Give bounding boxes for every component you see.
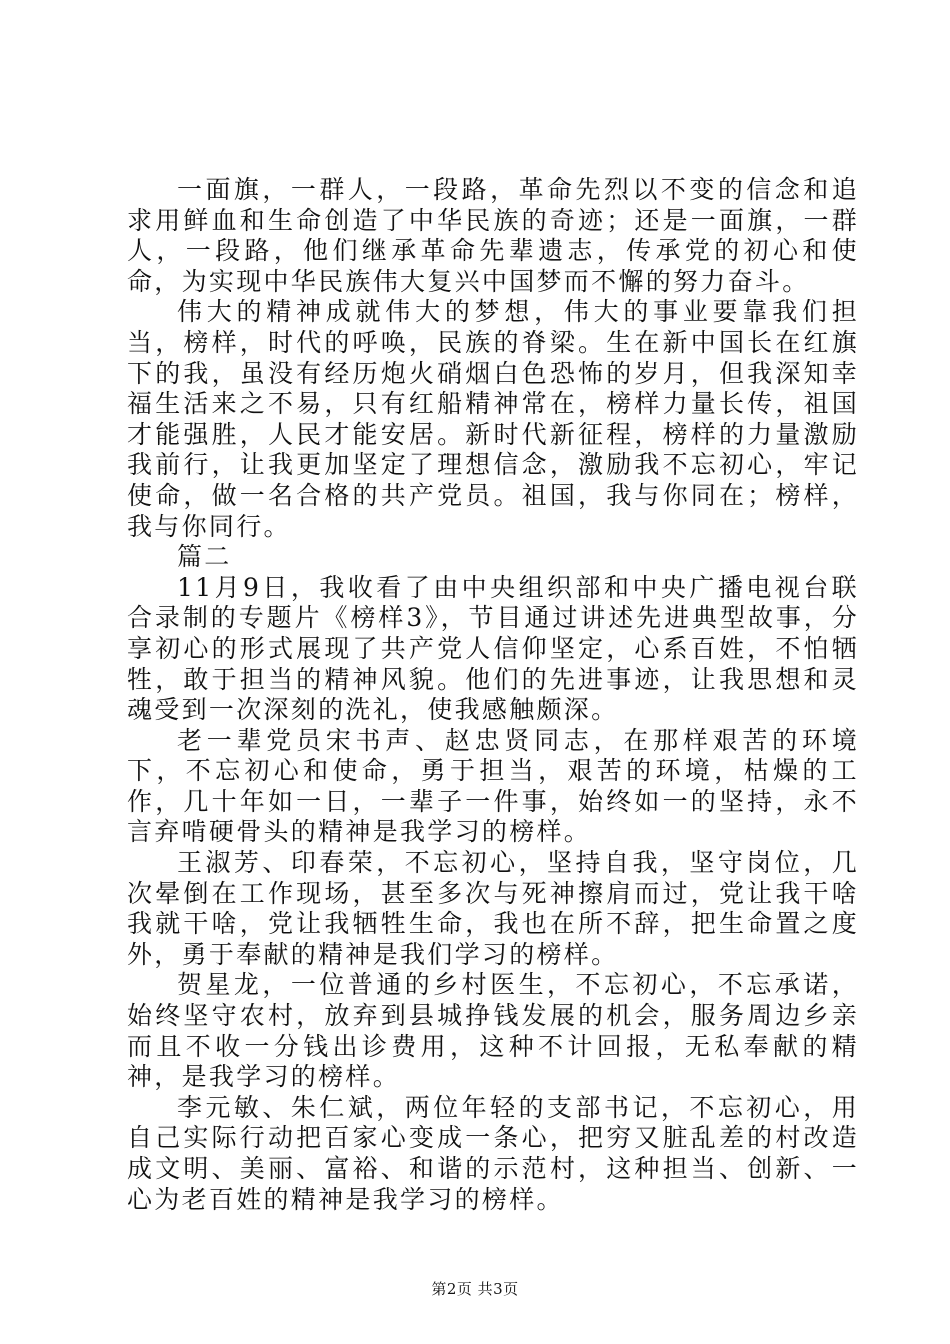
paragraph-4: 老一辈党员宋书声、赵忠贤同志，在那样艰苦的环境下，不忘初心和使命，勇于担当，艰苦的环境，枯燥的工作，几十年如一日，一辈子一件事，始终如一的坚持，永不言弃啃硬骨头的精神是我学习的榜样。 <box>127 725 859 847</box>
section-heading: 篇二 <box>177 542 232 572</box>
paragraph-1: 一面旗，一群人，一段路，革命先烈以不变的信念和追求用鲜血和生命创造了中华民族的奇迹；还是一面旗，一群人，一段路，他们继承革命先辈遗志，传承党的初心和使命，为实现中华民族伟大复兴中国梦而不懈的努力奋斗。 <box>127 175 859 296</box>
document-body <box>127 175 859 1215</box>
paragraph-3: 11月9日，我收看了由中央组织部和中央广播电视台联合录制的专题片《榜样3》，节目通过讲述先进典型故事，分享初心的形式展现了共产党人信仰坚定，心系百姓，不怕牺牲，敢于担当的精神风貌。他们的先进事迹，让我思想和灵魂受到一次深刻的洗礼，使我感触颇深。 <box>127 572 859 725</box>
paragraph-6: 贺星龙，一位普通的乡村医生，不忘初心，不忘承诺，始终坚守农村，放弃到县城挣钱发展的机会，服务周边乡亲而且不收一分钱出诊费用，这种不计回报，无私奉献的精神，是我学习的榜样。 <box>127 970 859 1092</box>
page-number-footer: 第2页 共3页 <box>431 1280 519 1298</box>
paragraph-7: 李元敏、朱仁斌，两位年轻的支部书记，不忘初心，用自己实际行动把百家心变成一条心，把穷又脏乱差的村改造成文明、美丽、富裕、和谐的示范村，这种担当、创新、一心为老百姓的精神是我学习的榜样。 <box>127 1092 859 1214</box>
paragraph-5: 王淑芳、印春荣，不忘初心，坚持自我，坚守岗位，几次晕倒在工作现场，甚至多次与死神擦肩而过，党让我干啥我就干啥，党让我牺牲生命，我也在所不辞，把生命置之度外，勇于奉献的精神是我们学习的榜样。 <box>127 848 859 969</box>
paragraph-2: 伟大的精神成就伟大的梦想，伟大的事业要靠我们担当，榜样，时代的呼唤，民族的脊梁。生在新中国长在红旗下的我，虽没有经历炮火硝烟白色恐怖的岁月，但我深知幸福生活来之不易，只有红船精神常在，榜样力量长传，祖国才能强胜，人民才能安居。新时代新征程，榜样的力量激励我前行，让我更加坚定了理想信念，激励我不忘初心，牢记使命，做一名合格的共产党员。祖国，我与你同在；榜样，我与你同行。 <box>127 297 859 541</box>
